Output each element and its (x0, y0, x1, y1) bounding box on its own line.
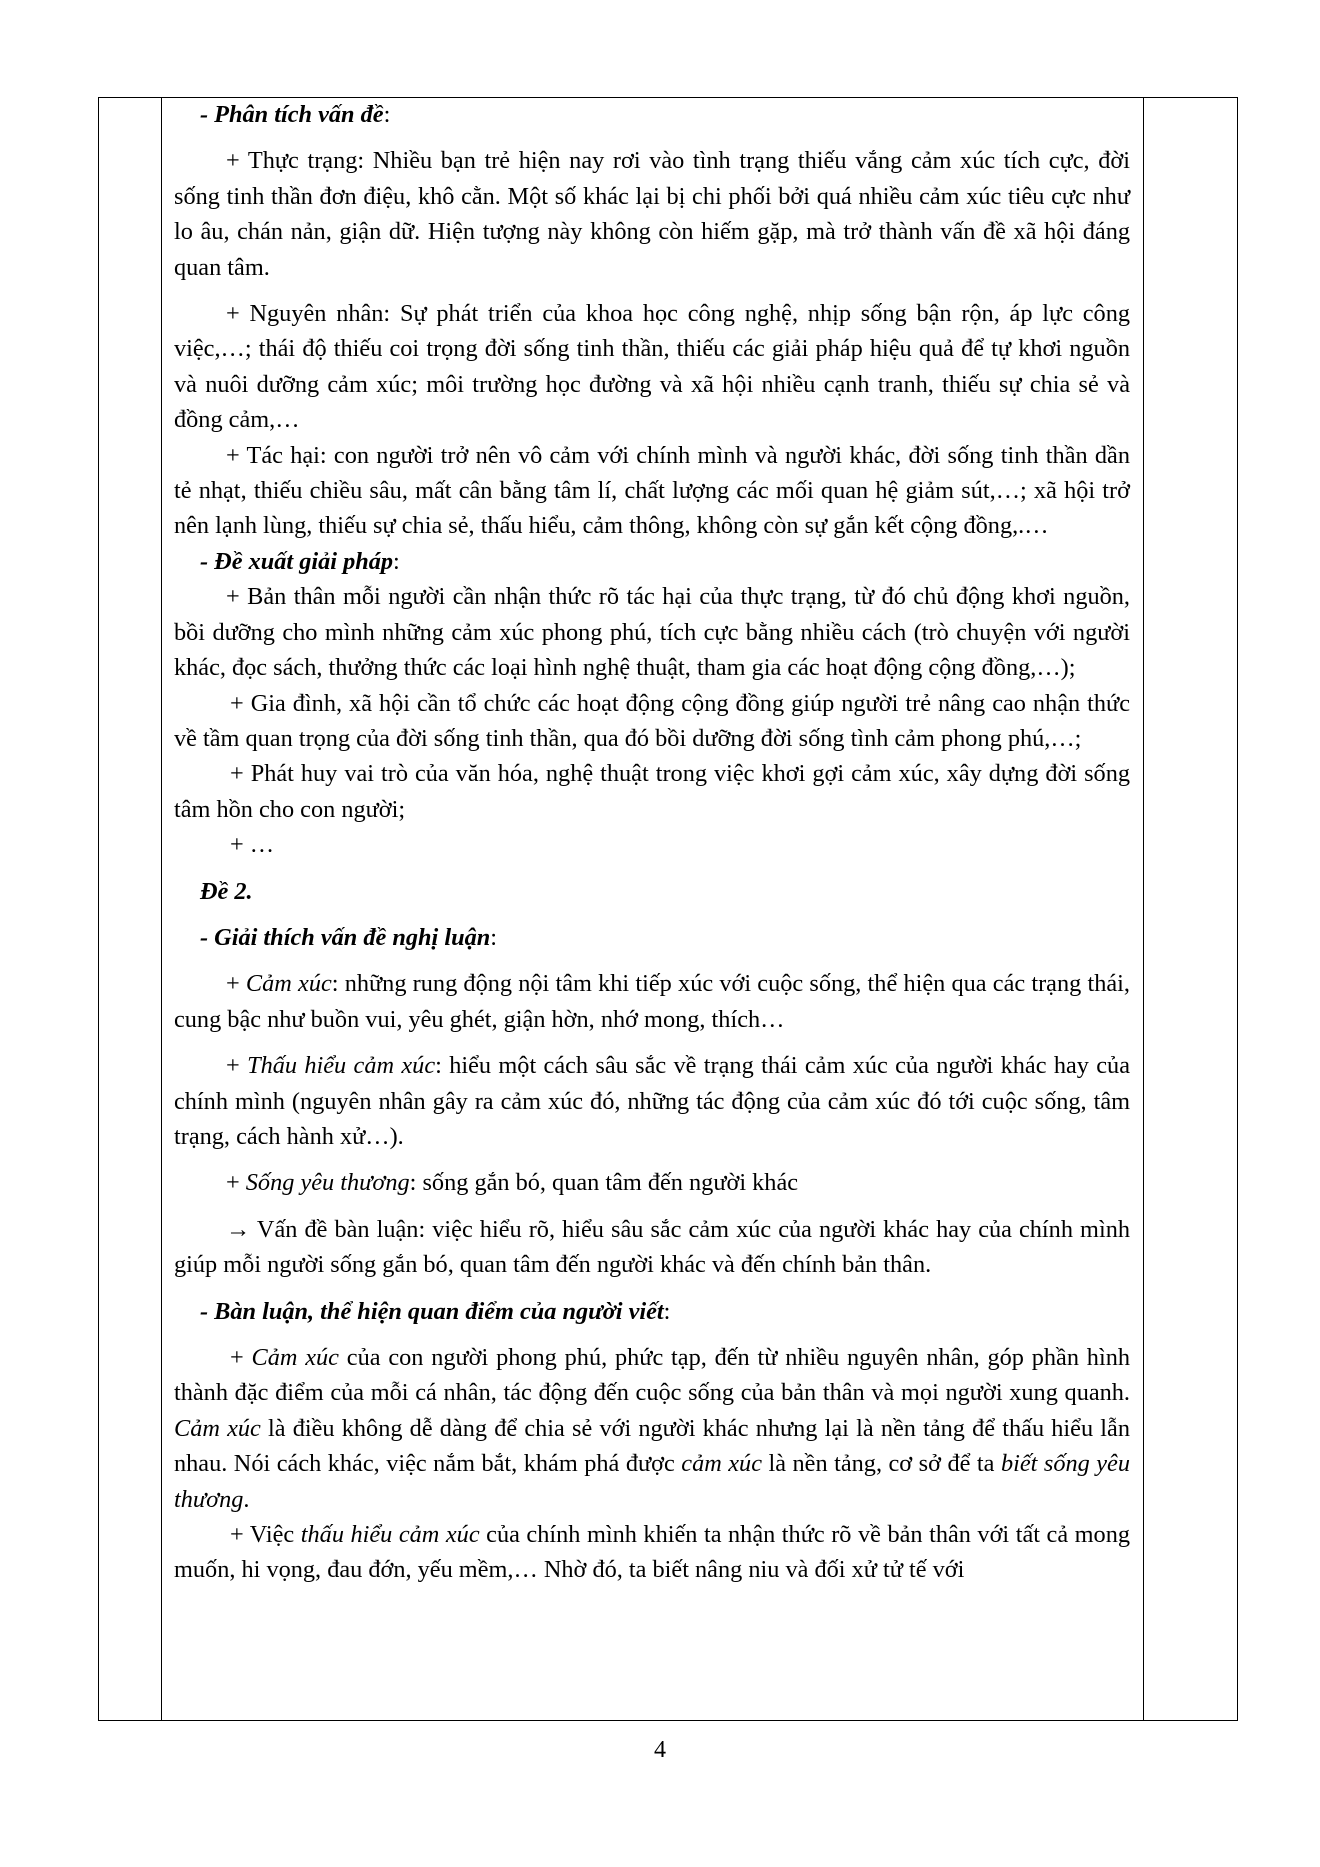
table-column-divider-right (1143, 98, 1144, 1720)
heading-giai-thich-text: - Giải thích vấn đề nghị luận (200, 923, 491, 951)
heading-giai-thich: - Giải thích vấn đề nghị luận: (200, 923, 498, 951)
paragraph-thuc-trang: + Thực trạng: Nhiều bạn trẻ hiện nay rơi vào tình trạng thiếu vắng cảm xúc tích cực, đời sống tinh thần đơn điệu, khô cằn. Một số khác lại bị chi phối bởi quá nhiều cảm xúc tiêu cực như lo âu, chán nản, giận dữ. Hiện tượng này không còn hiếm gặp, mà trở thành vấn đề xã hội đáng quan tâm. (174, 147, 1130, 281)
page-number: 4 (654, 1737, 666, 1763)
table-content-cell (174, 97, 1130, 1588)
heading-giai-phap-text: - Đề xuất giải pháp (200, 547, 394, 575)
heading-ban-luan-text: - Bàn luận, thể hiện quan điểm của người viết (200, 1297, 664, 1325)
term-thau-hieu: Thấu hiểu cảm xúc (247, 1052, 436, 1080)
paragraph-cam-xuc: + Cảm xúc: những rung động nội tâm khi tiếp xúc với cuộc sống, thể hiện qua các trạng thái, cung bậc như buồn vui, yêu ghét, giận hờn, nhớ mong, thích… (174, 970, 1130, 1033)
table-column-divider-left (161, 98, 162, 1720)
paragraph-giai-phap-1: + Bản thân mỗi người cần nhận thức rõ tác hại của thực trạng, từ đó chủ động khơi nguồn, bồi dưỡng cho mình những cảm xúc phong phú, tích cực bằng nhiều cách (trò chuyện với người khác, đọc sách, thưởng thức các loại hình nghệ thuật, tham gia các hoạt động cộng đồng,…); (174, 583, 1130, 682)
heading-de-2 (174, 874, 1130, 909)
heading-ban-luan: - Bàn luận, thể hiện quan điểm của người viết: (200, 1297, 671, 1325)
paragraph-giai-phap-4: + … (230, 831, 275, 859)
paragraph-song-yeu-thuong: + Sống yêu thương: sống gắn bó, quan tâm đến người khác (226, 1169, 799, 1197)
heading-de-2-text: Đề 2. (200, 877, 253, 905)
paragraph-ban-luan-1: + Cảm xúc của con người phong phú, phức tạp, đến từ nhiều nguyên nhân, góp phần hình thành đặc điểm của mỗi cá nhân, tác động đến cuộc sống của bản thân và mọi người xung quanh. Cảm xúc là điều không dễ dàng để chia sẻ với người khác nhưng lại là nền tảng để thấu hiểu lẫn nhau. Nói cách khác, việc nắm bắt, khám phá được cảm xúc là nền tảng, cơ sở để ta biết sống yêu thương. (174, 1344, 1130, 1513)
paragraph-ban-luan-2: + Việc thấu hiểu cảm xúc của chính mình khiến ta nhận thức rõ về bản thân với tất cả mong muốn, hi vọng, đau đớn, yếu mềm,… Nhờ đó, ta biết nâng niu và đối xử tử tế với (174, 1521, 1131, 1584)
term-song-yeu-thuong: Sống yêu thương (245, 1169, 410, 1197)
paragraph-tac-hai: + Tác hại: con người trở nên vô cảm với chính mình và người khác, đời sống tinh thần dần tẻ nhạt, thiếu chiều sâu, mất cân bằng tâm lí, chất lượng các mối quan hệ giảm sút,…; xã hội trở nên lạnh lùng, thiếu sự chia sẻ, thấu hiểu, cảm thông, không còn sự gắn kết cộng đồng,.… (174, 441, 1130, 540)
heading-phan-tich: - Phân tích vấn đề: (200, 101, 391, 128)
paragraph-giai-phap-3: + Phát huy vai trò của văn hóa, nghệ thuật trong việc khơi gợi cảm xúc, xây dựng đời sống tâm hồn cho con người; (174, 760, 1130, 823)
paragraph-giai-phap-2: + Gia đình, xã hội cần tổ chức các hoạt động cộng đồng giúp người trẻ nâng cao nhận thức về tầm quan trọng của đời sống tinh thần, qua đó bồi dưỡng đời sống tình cảm phong phú,…; (174, 689, 1130, 752)
heading-phan-tich-text: - Phân tích vấn đề (200, 101, 384, 128)
arrow-icon: → (226, 1215, 251, 1243)
heading-giai-phap: - Đề xuất giải pháp: (200, 547, 400, 575)
term-cam-xuc: Cảm xúc (245, 970, 332, 998)
paragraph-thau-hieu: + Thấu hiểu cảm xúc: hiểu một cách sâu sắc về trạng thái cảm xúc của người khác hay của chính mình (nguyên nhân gây ra cảm xúc đó, những tác động của cảm xúc đó tới cuộc sống, tâm trạng, cách hành xử…). (174, 1052, 1130, 1150)
paragraph-nguyen-nhan: + Nguyên nhân: Sự phát triển của khoa học công nghệ, nhịp sống bận rộn, áp lực công việc,…; thái độ thiếu coi trọng đời sống tinh thần, thiếu các giải pháp hiệu quả để tự khơi nguồn và nuôi dưỡng cảm xúc; môi trường học đường và xã hội nhiều cạnh tranh, thiếu sự chia sẻ và đồng cảm,… (174, 300, 1130, 434)
paragraph-van-de-ban-luan: → Vấn đề bàn luận: việc hiểu rõ, hiểu sâu sắc cảm xúc của người khác hay của chính mình giúp mỗi người sống gắn bó, quan tâm đến người khác và đến chính bản thân. (174, 1215, 1130, 1279)
